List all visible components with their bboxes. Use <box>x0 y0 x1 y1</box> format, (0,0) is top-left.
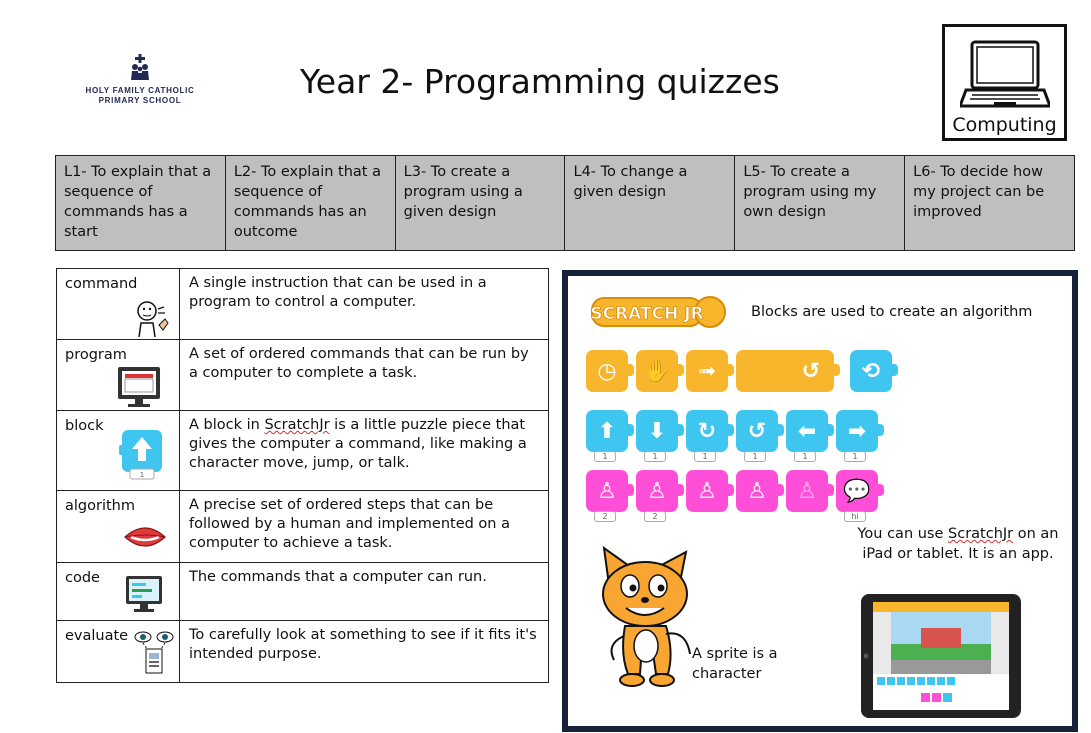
move-down-block: ⬇ 1 <box>636 410 678 452</box>
vocab-row <box>57 269 549 340</box>
vocab-definition-pre: A block in <box>189 417 265 433</box>
vocab-row <box>57 411 549 491</box>
school-name-line1: HOLY FAMILY CATHOLIC <box>85 86 195 95</box>
vocab-row <box>57 563 549 621</box>
repeat-forever-block: ⟲ <box>850 350 892 392</box>
blocks-heading: Blocks are used to create an algorithm <box>751 304 1033 320</box>
blocks-row <box>586 410 878 461</box>
repeat-block: ↺ <box>736 350 834 392</box>
vocab-definition: A precise set of ordered steps that can be followed by a human and implemented on a computer to achieve a task. <box>180 491 549 563</box>
scratchjr-word: ScratchJr <box>948 526 1014 542</box>
person-speaking-icon <box>133 297 171 337</box>
ipad-text <box>844 524 1072 564</box>
vocabulary-table <box>56 268 549 683</box>
shrink-block: ♙ 2 <box>636 470 678 512</box>
vocab-term-cell <box>57 411 180 491</box>
vocab-definition: The commands that a computer can run. <box>180 563 549 621</box>
vocab-row <box>57 621 549 683</box>
ipad-tablet-icon <box>861 594 1021 718</box>
vocab-term-cell <box>57 340 180 411</box>
blocks-row <box>586 470 878 521</box>
school-name-line2: PRIMARY SCHOOL <box>98 96 182 105</box>
reset-size-block: ♙ <box>686 470 728 512</box>
scratchjr-logo <box>590 294 728 330</box>
scratch-block-icon <box>119 427 165 481</box>
scratchjr-word: ScratchJr <box>264 417 330 433</box>
grow-block: ♙ 2 <box>586 470 628 512</box>
vocab-term: program <box>65 347 127 363</box>
timer-block: ◷ <box>586 350 628 392</box>
computer-monitor-icon <box>117 366 161 408</box>
move-right-block: ➡ 1 <box>836 410 878 452</box>
vocab-definition: A set of ordered commands that can be run by a computer to complete a task. <box>180 340 549 411</box>
scratchjr-logo-text: SCRATCH JR <box>590 304 704 324</box>
laptop-icon <box>960 40 1050 112</box>
subject-label: Computing <box>952 114 1057 136</box>
vocab-definition: A single instruction that can be used in a program to control a computer. <box>180 269 549 340</box>
scratchjr-panel <box>562 270 1078 732</box>
scratch-cat-icon <box>590 534 700 694</box>
vocab-definition: To carefully look at something to see if it fits it's intended purpose. <box>180 621 549 683</box>
vocab-term: block <box>65 418 104 434</box>
ipad-text-pre: You can use <box>857 526 949 542</box>
blocks-row <box>586 350 892 392</box>
svg-text:1: 1 <box>139 471 145 479</box>
vocab-term-cell <box>57 563 180 621</box>
vocab-term: code <box>65 570 100 586</box>
move-left-block: ⬅ 1 <box>786 410 828 452</box>
move-up-block: ⬆ 1 <box>586 410 628 452</box>
vocab-row <box>57 491 549 563</box>
lesson-6: L6- To decide how my project can be improved <box>905 156 1075 251</box>
show-block: ♙ <box>736 470 778 512</box>
vocab-term: evaluate <box>65 628 129 644</box>
ipad-text-post: on an iPad or tablet. It is an app. <box>862 526 1059 562</box>
lips-icon <box>123 523 167 553</box>
lesson-5: L5- To create a program using my own design <box>735 156 905 251</box>
vocab-term: command <box>65 276 138 292</box>
vocab-definition <box>180 411 549 491</box>
vocab-term-cell <box>57 621 180 683</box>
stop-block: ✋ <box>636 350 678 392</box>
school-logo <box>60 54 220 106</box>
screen-code-icon <box>125 575 163 615</box>
page-title: Year 2- Programming quizzes <box>300 62 780 101</box>
speed-block: ➟ <box>686 350 728 392</box>
sprite-caption: A sprite is a character <box>692 646 778 682</box>
lesson-2: L2- To explain that a sequence of commands has an outcome <box>225 156 395 251</box>
lesson-4: L4- To change a given design <box>565 156 735 251</box>
vocab-definition-post: is a little puzzle piece that gives the computer a command, like making a character move, jump, or talk. <box>189 417 527 471</box>
lesson-3: L3- To create a program using a given design <box>395 156 565 251</box>
eyes-looking-icon <box>133 627 175 679</box>
vocab-term-cell <box>57 269 180 340</box>
lesson-1: L1- To explain that a sequence of commands has a start <box>56 156 226 251</box>
holy-family-crest-icon <box>129 54 151 80</box>
subject-badge <box>942 24 1067 141</box>
say-block: 💬 hi <box>836 470 878 512</box>
turn-left-block: ↺ 1 <box>736 410 778 452</box>
hide-block: ♙ <box>786 470 828 512</box>
turn-right-block: ↻ 1 <box>686 410 728 452</box>
vocab-row <box>57 340 549 411</box>
lesson-objectives <box>55 155 1075 251</box>
vocab-term: algorithm <box>65 498 135 514</box>
vocab-term-cell <box>57 491 180 563</box>
